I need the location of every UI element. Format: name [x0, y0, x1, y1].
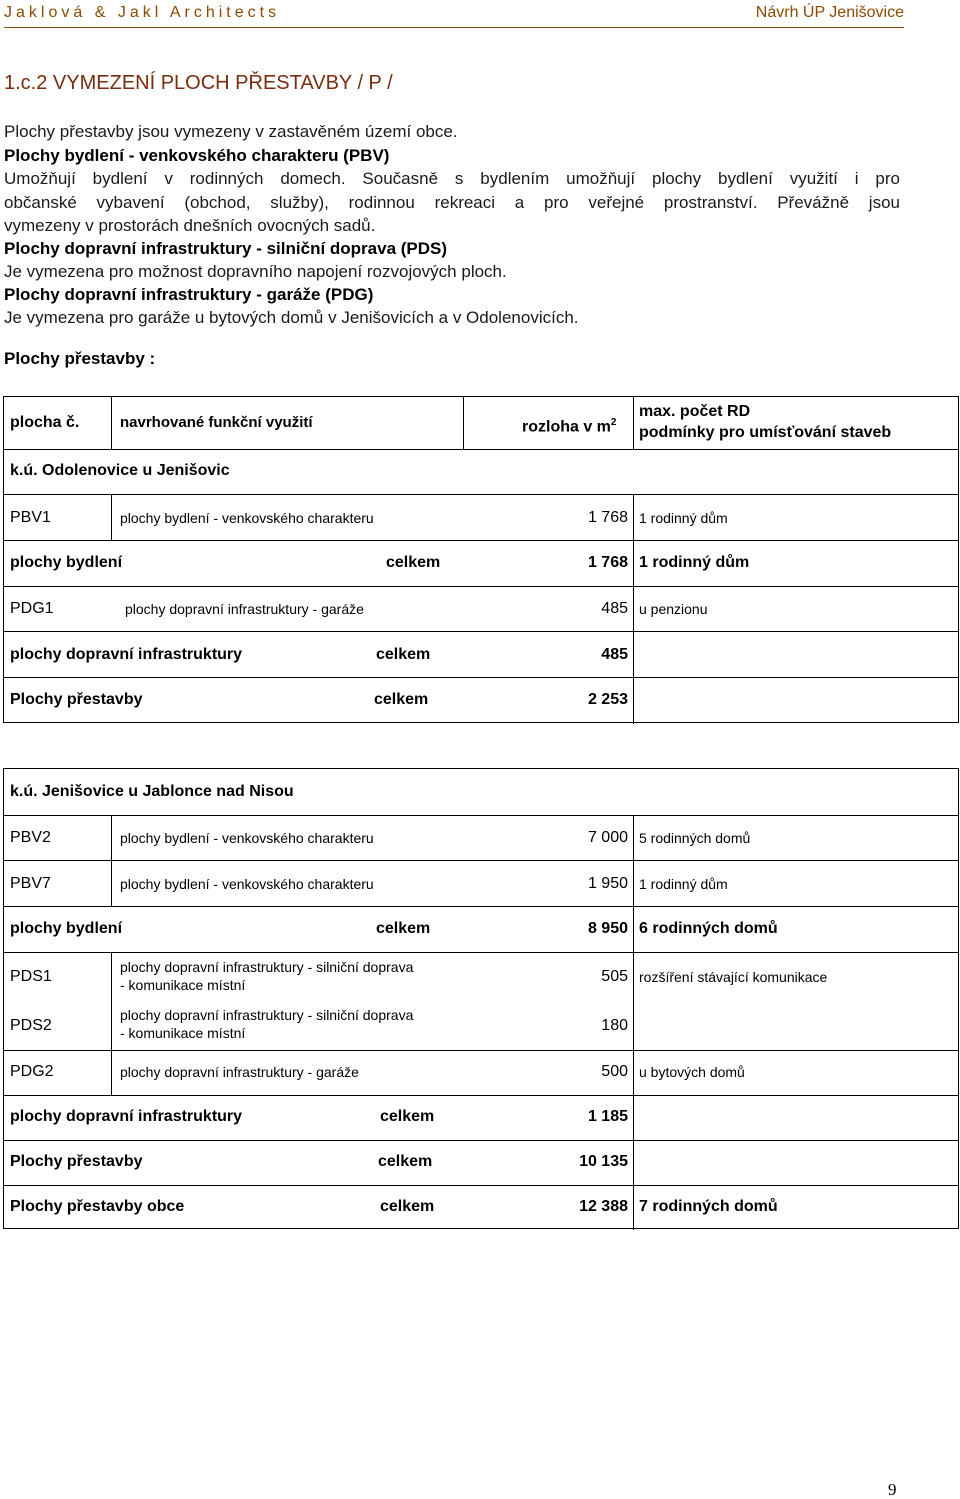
col-divider	[111, 494, 112, 540]
row-note: 1 rodinný dům	[639, 876, 728, 892]
row-use	[120, 1006, 413, 1042]
row-code: PDS2	[10, 1017, 52, 1034]
sum-word: celkem	[378, 1153, 433, 1170]
row-area: 1 950	[587, 875, 628, 892]
row-divider	[4, 1095, 958, 1096]
table-jenisovice	[3, 768, 959, 1229]
header-area: rozloha v $m^2$	[522, 417, 617, 436]
sum-word: celkem	[380, 1108, 435, 1125]
sum-label: plochy bydlení	[10, 554, 123, 571]
row-divider	[4, 449, 958, 450]
sum-note: 7 rodinných domů	[639, 1198, 778, 1215]
row-divider	[4, 586, 958, 587]
row-note: 5 rodinných domů	[639, 830, 751, 846]
row-use	[120, 958, 413, 994]
row-divider	[4, 1185, 958, 1186]
pbv-text-line3: vymezeny v prostorách dnešních ovocných sadů.	[4, 216, 376, 235]
header-divider	[4, 27, 904, 28]
col-divider	[633, 397, 634, 449]
header-max-rd: max. počet RD	[639, 403, 751, 420]
row-area: 500	[601, 1063, 628, 1080]
sum-label: Plochy přestavby	[10, 691, 143, 708]
sum-note: 6 rodinných domů	[639, 920, 778, 937]
sum-word: celkem	[374, 691, 429, 708]
sum-word: celkem	[376, 646, 431, 663]
row-code: PBV7	[10, 875, 51, 892]
sum-area: 12 388	[579, 1198, 628, 1215]
sum-word: celkem	[376, 920, 431, 937]
row-note: u bytových domů	[639, 1064, 745, 1080]
row-area: 505	[601, 968, 628, 985]
col-divider	[633, 494, 634, 540]
col-divider	[633, 540, 634, 586]
header-plocha: plocha č.	[10, 414, 80, 431]
row-note: u penzionu	[639, 601, 708, 617]
row-use: plochy bydlení - venkovského charakteru	[120, 876, 374, 892]
page-number: 9	[888, 1480, 897, 1499]
row-divider	[4, 677, 958, 678]
pbv-text-line1: Umožňují bydlení v rodinných domech. Současně s bydlením umožňují plochy bydlení využití i pro	[4, 169, 900, 188]
col-divider	[111, 815, 112, 906]
district-name: k.ú. Jenišovice u Jablonce nad Nisou	[10, 783, 294, 800]
row-code: PBV2	[10, 829, 51, 846]
row-divider	[4, 815, 958, 816]
row-divider	[4, 952, 958, 953]
superscript-2: 2	[610, 417, 617, 428]
col-divider	[111, 397, 112, 449]
sum-area: 10 135	[579, 1153, 628, 1170]
row-area: 7 000	[587, 829, 628, 846]
header-author: Jaklová & Jakl Architects	[4, 4, 281, 21]
row-use: plochy dopravní infrastruktury - garáže	[120, 1064, 359, 1080]
row-code: PBV1	[10, 509, 51, 526]
subsection-title: Plochy přestavby :	[4, 349, 156, 368]
sum-area: 2 253	[587, 691, 628, 708]
row-use-line2: - komunikace místní	[120, 1025, 246, 1041]
row-divider	[4, 631, 958, 632]
sum-label: plochy dopravní infrastruktury	[10, 1108, 243, 1125]
pdg-heading: Plochy dopravní infrastruktury - garáže (PDG)	[4, 285, 374, 304]
pbv-heading: Plochy bydlení - venkovského charakteru (PBV)	[4, 146, 390, 165]
row-divider	[4, 494, 958, 495]
row-divider	[4, 1140, 958, 1141]
row-divider	[4, 906, 958, 907]
col-divider	[463, 397, 464, 449]
sum-label: plochy bydlení	[10, 920, 123, 937]
header-use: navrhované funkční využití	[120, 414, 313, 431]
row-divider	[4, 860, 958, 861]
row-use-line1: plochy dopravní infrastruktury - silniční doprava	[120, 959, 414, 975]
row-code: PDS1	[10, 968, 52, 985]
row-use: plochy dopravní infrastruktury - garáže	[125, 601, 364, 617]
row-divider	[4, 540, 958, 541]
row-code: PDG1	[10, 600, 54, 617]
row-use-line2: - komunikace místní	[120, 977, 246, 993]
table-odolenovice	[3, 396, 959, 723]
row-use: plochy bydlení - venkovského charakteru	[120, 510, 374, 526]
pbv-text-line2: občanské vybavení (obchod, služby), rodinnou rekreaci a pro veřejné prostranství. Převážně jsou	[4, 193, 900, 212]
row-code: PDG2	[10, 1063, 54, 1080]
sum-area: 485	[601, 646, 628, 663]
sum-area: 1 185	[587, 1108, 628, 1125]
district-name: k.ú. Odolenovice u Jenišovic	[10, 462, 230, 479]
sum-label: Plochy přestavby	[10, 1153, 143, 1170]
col-divider	[633, 815, 634, 1230]
row-area: 1 768	[587, 509, 628, 526]
sum-word: celkem	[380, 1198, 435, 1215]
pdg-text: Je vymezena pro garáže u bytových domů v Jenišovicích a v Odolenovicích.	[4, 308, 579, 327]
sum-note: 1 rodinný dům	[639, 554, 750, 571]
pds-text: Je vymezena pro možnost dopravního napojení rozvojových ploch.	[4, 262, 507, 281]
row-note: rozšíření stávající komunikace	[639, 969, 828, 985]
row-use: plochy bydlení - venkovského charakteru	[120, 830, 374, 846]
intro-paragraph: Plochy přestavby jsou vymezeny v zastavěném území obce.	[4, 122, 458, 141]
sum-label: plochy dopravní infrastruktury	[10, 646, 243, 663]
sum-area: 8 950	[587, 920, 628, 937]
row-area: 180	[601, 1017, 628, 1034]
sum-area: 1 768	[587, 554, 628, 571]
section-title: 1.c.2 VYMEZENÍ PLOCH PŘESTAVBY / P /	[4, 72, 393, 94]
header-conditions: podmínky pro umísťování staveb	[639, 424, 892, 441]
sum-label: Plochy přestavby obce	[10, 1198, 185, 1215]
header-document: Návrh ÚP Jenišovice	[755, 4, 904, 21]
row-area: 485	[601, 600, 628, 617]
row-use-line1: plochy dopravní infrastruktury - silniční doprava	[120, 1007, 414, 1023]
col-divider	[633, 586, 634, 724]
sum-word: celkem	[386, 554, 441, 571]
page-header	[4, 4, 904, 26]
row-divider	[4, 1050, 958, 1051]
row-note: 1 rodinný dům	[639, 510, 728, 526]
pds-heading: Plochy dopravní infrastruktury - silniční doprava (PDS)	[4, 239, 448, 258]
col-divider	[111, 952, 112, 1095]
